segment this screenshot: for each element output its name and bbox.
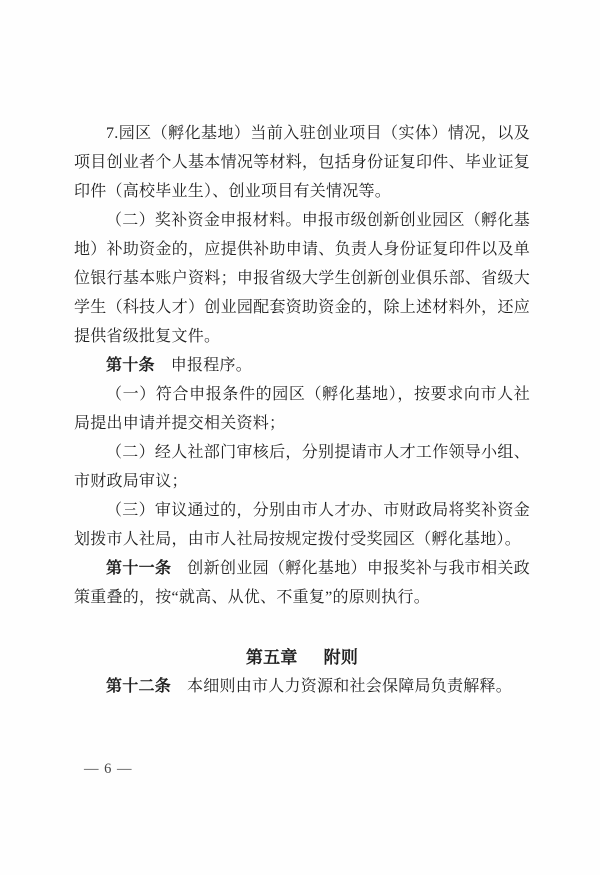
article-text: 本细则由市人力资源和社会保障局负责解释。 xyxy=(187,678,513,695)
body-paragraph: （三）审议通过的，分别由市人才办、市财政局将奖补资金划拨市人社局，由市人社局按规定拨付受奖园区（孵化基地）。 xyxy=(74,502,530,548)
body-paragraph: 7.园区（孵化基地）当前入驻创业项目（实体）情况，以及项目创业者个人基本情况等材料，包括身份证复印件、毕业证复印件（高校毕业生）、创业项目有关情况等。 xyxy=(74,125,530,200)
body-paragraph: （二）经人社部门审核后，分别提请市人才工作领导小组、市财政局审议； xyxy=(74,444,530,490)
article-paragraph xyxy=(74,672,530,701)
chapter-label: 第五章 xyxy=(245,648,298,667)
article-label: 第十一条 xyxy=(106,560,172,577)
chapter-heading xyxy=(74,643,530,672)
article-paragraph xyxy=(74,351,530,380)
page-number: — 6 — xyxy=(84,761,133,777)
chapter-title: 附则 xyxy=(323,648,359,667)
text-block xyxy=(74,119,530,701)
article-label: 第十条 xyxy=(106,357,155,374)
article-text: 创新创业园（孵化基地）申报奖补与我市相关政策重叠的，按“就高、从优、不重复”的原则执行。 xyxy=(74,560,530,606)
article-text: 申报程序。 xyxy=(170,357,253,374)
body-paragraph: （一）符合申报条件的园区（孵化基地），按要求向市人社局提出申请并提交相关资料； xyxy=(74,386,530,432)
body-paragraph: （二）奖补资金申报材料。申报市级创新创业园区（孵化基地）补助资金的，应提供补助申请、负责人身份证复印件以及单位银行基本账户资料；申报省级大学生创新创业俱乐部、省级大学生（科技人才）创业园配套资助资金的，除上述材料外，还应提供省级批复文件。 xyxy=(74,212,530,345)
article-label: 第十二条 xyxy=(106,678,172,695)
article-paragraph xyxy=(74,554,530,612)
